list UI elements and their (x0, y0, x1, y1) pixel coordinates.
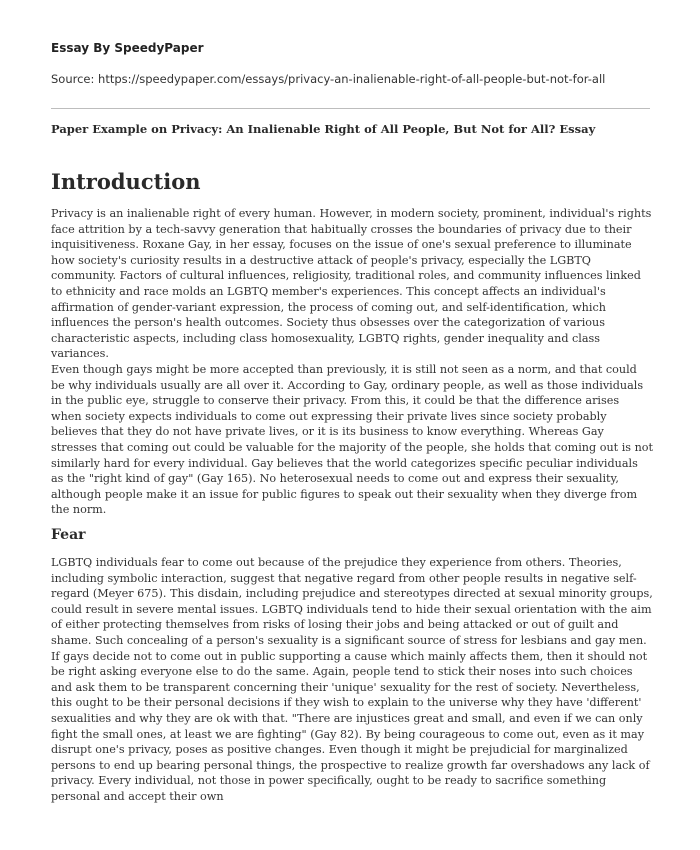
section-heading-introduction: Introduction (51, 169, 201, 194)
source-line: Source: https://speedypaper.com/essays/privacy-an-inalienable-right-of-all-people-but-not-for-all (51, 72, 606, 86)
paper-title: Paper Example on Privacy: An Inalienable Right of All People, But Not for All? Essay (51, 122, 596, 136)
paragraph: Even though gays might be more accepted than previously, it is still not seen as a norm, and that could be why individuals usually are all over it. According to Gay, ordinary people, as well as those individuals in the public eye, struggle to conserve their privacy. From this, it could be that the difference arises when society expects individuals to come out expressing their private lives since society probably believes that they do not have private lives, or it is its business to know everything. Whereas Gay stresses that coming out could be valuable for the majority of the people, she holds that coming out is not similarly hard for every individual. Gay believes that the world categorizes specific peculiar individuals as the "right kind of gay" (Gay 165). No heterosexual needs to come out and express their sexuality, although people make it an issue for public figures to speak out their sexuality when they diverge from the norm. (51, 363, 654, 517)
paragraph: LGBTQ individuals fear to come out because of the prejudice they experience from others. Theories, including symbolic interaction, suggest that negative regard from other people results in negative self-regard (Meyer 675). This disdain, including prejudice and stereotypes directed at sexual minority groups, could result in severe mental issues. LGBTQ individuals tend to hide their sexual orientation with the aim of either protecting themselves from risks of losing their jobs and being attacked or out of guilt and shame. Such concealing of a person's sexuality is a significant source of stress for lesbians and gay men. If gays decide not to come out in public supporting a cause which mainly affects them, then it should not be right asking everyone else to do the same. Again, people tend to stick their noses into such choices and ask them to be transparent concerning their 'unique' sexuality for the rest of society. Nevertheless, this ought to be their personal decisions if they wish to explain to the universe why they have 'different' sexualities and why they are ok with that. "There are injustices great and small, and even if we can only fight the small ones, at least we are fighting" (Gay 82). By being courageous to come out, even as it may disrupt one's privacy, poses as positive changes. Even though it might be prejudicial for marginalized persons to end up bearing personal things, the prospective to realize growth far overshadows any lack of privacy. Every individual, not those in power specifically, ought to be ready to sacrifice something personal and accept their own (51, 556, 653, 803)
section-heading-fear: Fear (51, 527, 86, 543)
header-divider (51, 108, 650, 109)
brand-label: Essay By SpeedyPaper (51, 41, 204, 55)
paragraph: Privacy is an inalienable right of every human. However, in modern society, prominent, individual's rights face attrition by a tech-savvy generation that habitually crosses the boundaries of privacy due to their inquisitiveness. Roxane Gay, in her essay, focuses on the issue of one's sexual preference to illuminate how society's curiosity results in a destructive attack of people's privacy, especially the LGBTQ community. Factors of cultural influences, religiosity, traditional roles, and community influences linked to ethnicity and race molds an LGBTQ member's experiences. This concept affects an individual's affirmation of gender-variant expression, the process of coming out, and self-identification, which influences the person's health outcomes. Society thus obsesses over the categorization of various characteristic aspects, including class homosexuality, LGBTQ rights, gender inequality and class variances. (51, 207, 652, 361)
